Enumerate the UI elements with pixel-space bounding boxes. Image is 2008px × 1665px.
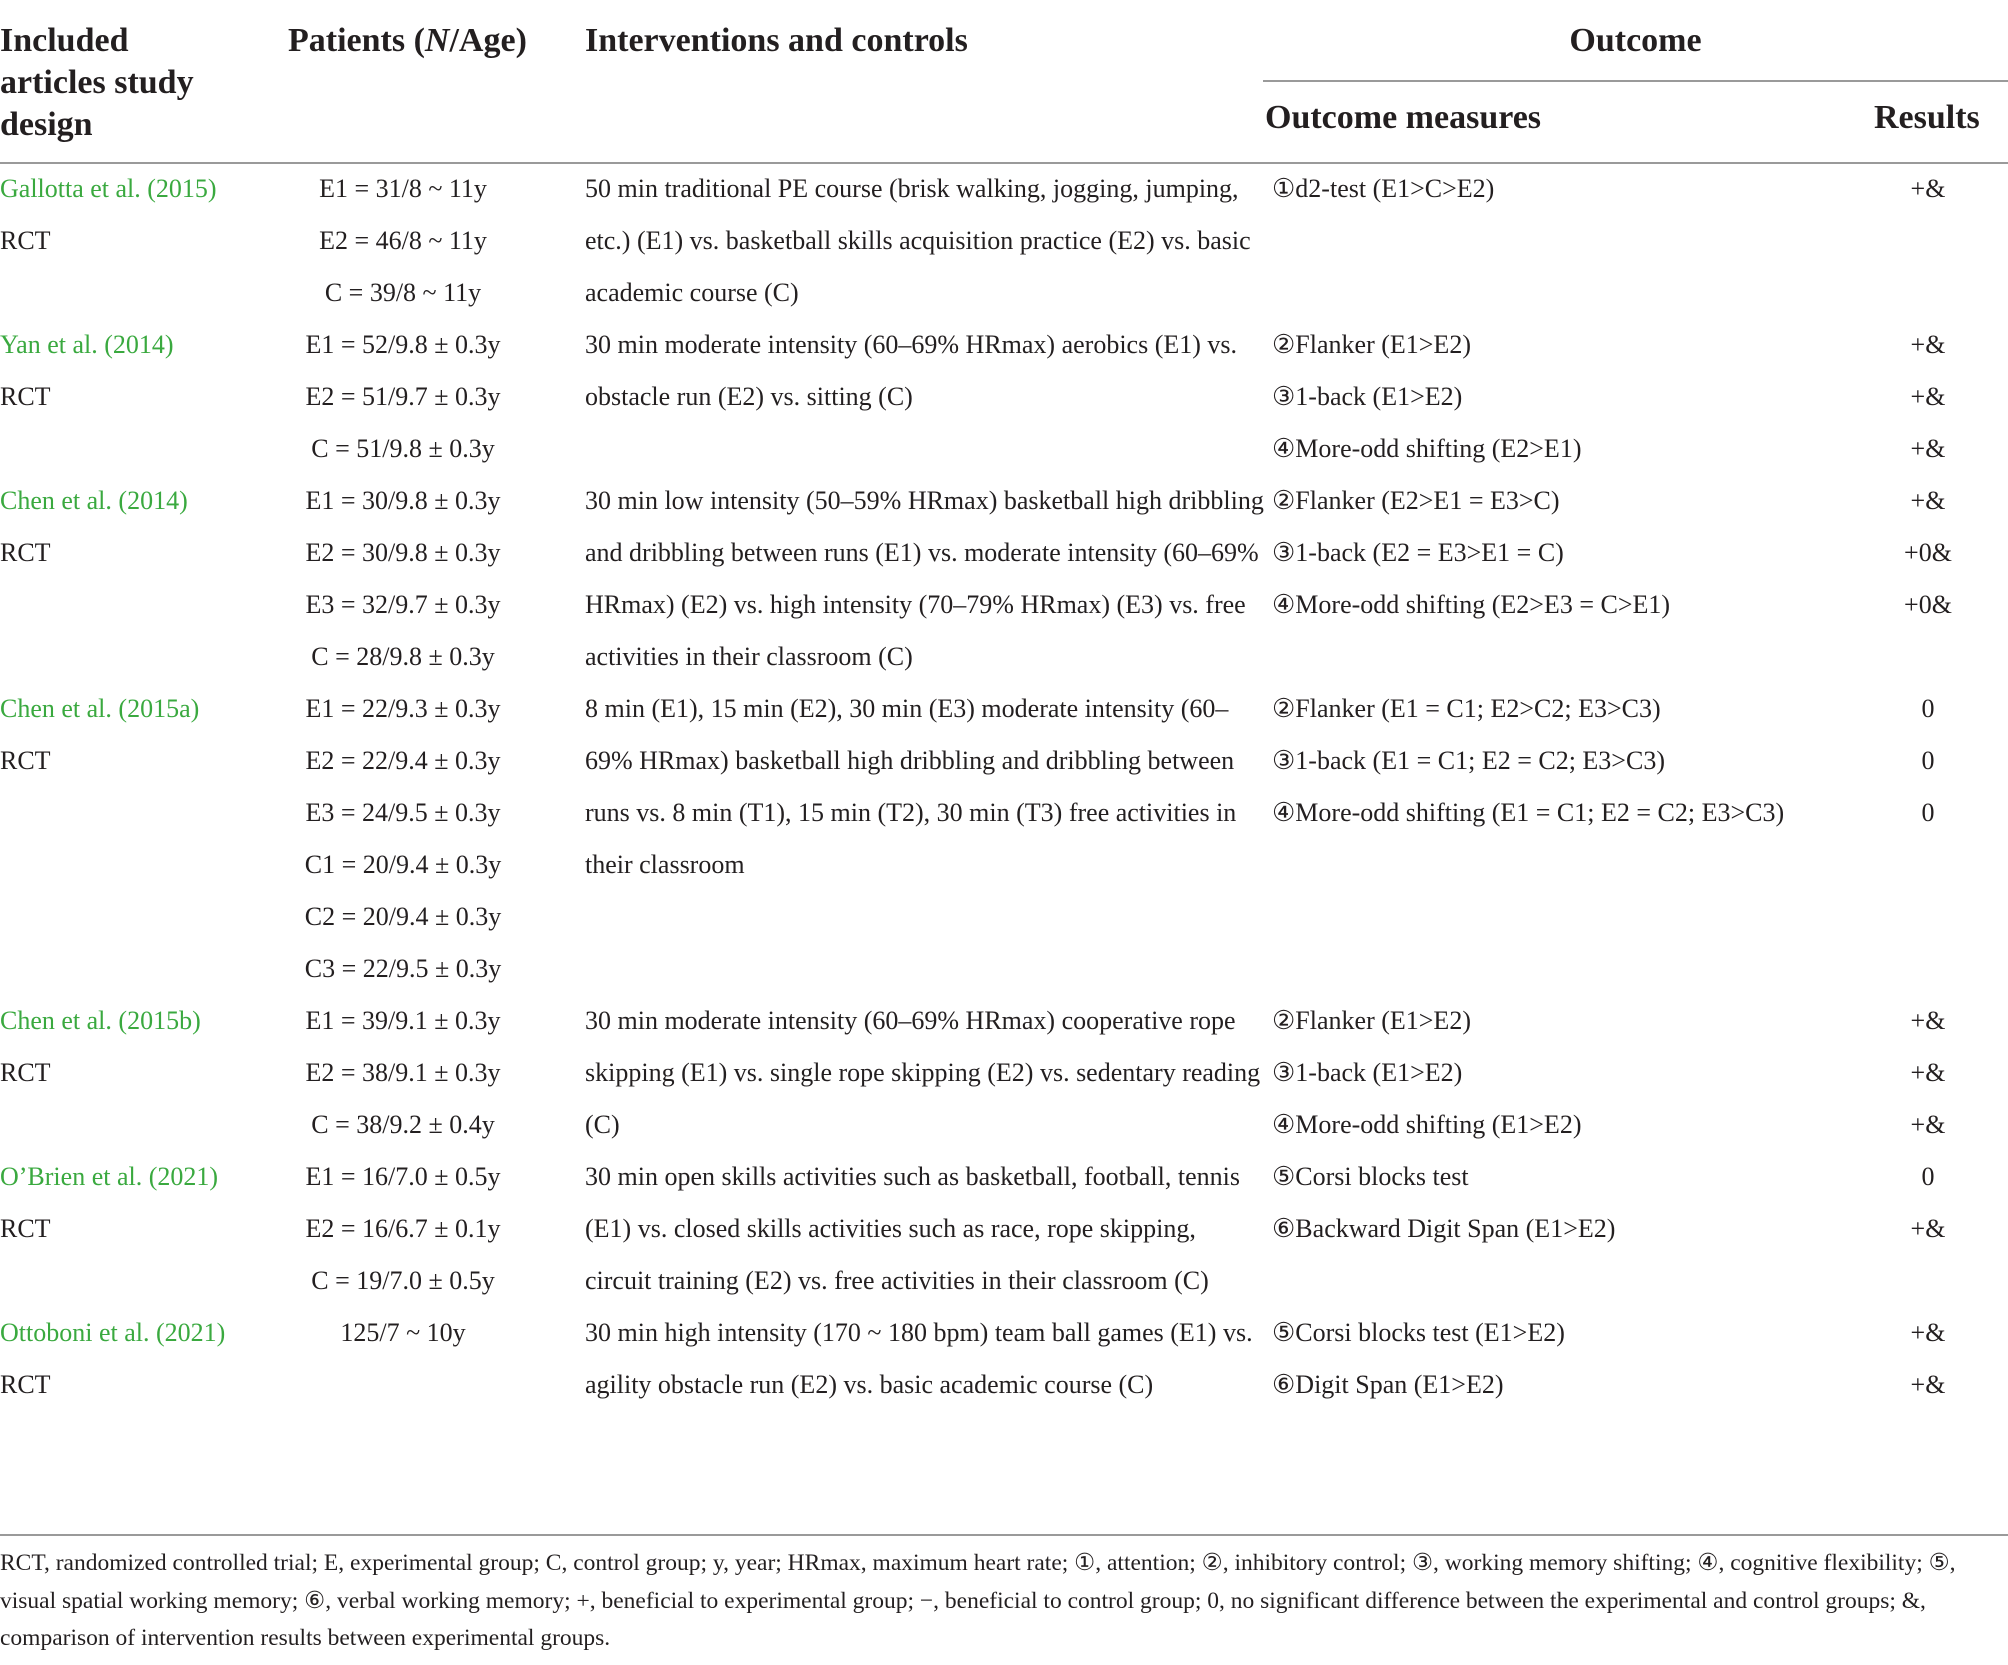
outcome-measure: ④More-odd shifting (E2>E3 = C>E1): [1272, 590, 1671, 619]
study-citation-link[interactable]: Ottoboni et al. (2021): [0, 1318, 226, 1347]
result-value: +0&: [1904, 538, 1952, 567]
result-value: +&: [1910, 1058, 1946, 1087]
study-citation-link[interactable]: Chen et al. (2015b): [0, 1006, 201, 1035]
result-value: +&: [1910, 486, 1946, 515]
result-value: +&: [1910, 1110, 1946, 1139]
result-value: +0&: [1904, 590, 1952, 619]
study-design: RCT: [0, 1214, 51, 1243]
outcome-subheader-rule: [1263, 80, 2008, 82]
study-citation-link[interactable]: Chen et al. (2014): [0, 486, 188, 515]
outcome-measure: ②Flanker (E1 = C1; E2>C2; E3>C3): [1272, 694, 1661, 723]
intervention-text: 30 min low intensity (50–59% HRmax) basketball high dribbling and dribbling between runs (E1) vs. moderate intensity (60–69% HRmax) (E2) vs. high intensity (70–79% HRmax) (E3) vs. free activities in their classroom (C): [585, 486, 1264, 671]
outcome-measure: ②Flanker (E2>E1 = E3>C): [1272, 486, 1560, 515]
patients-line: C = 28/9.8 ± 0.3y: [311, 642, 495, 671]
outcome-measure: ①d2-test (E1>C>E2): [1272, 174, 1495, 203]
header-study-line: articles study: [0, 64, 194, 101]
intervention-text: 8 min (E1), 15 min (E2), 30 min (E3) moderate intensity (60–69% HRmax) basketball high dribbling and dribbling between runs vs. 8 min (T1), 15 min (T2), 30 min (T3) free activities in their classroom: [585, 694, 1237, 879]
intervention-text: 30 min open skills activities such as basketball, football, tennis (E1) vs. closed skills activities such as race, rope skipping, circuit training (E2) vs. free activities in their classroom (C): [585, 1162, 1240, 1295]
result-value: +&: [1910, 174, 1946, 203]
outcome-measure: ⑤Corsi blocks test: [1272, 1162, 1469, 1191]
result-value: +&: [1910, 1318, 1946, 1347]
result-value: 0: [1921, 746, 1935, 775]
header-outcome-measures-column: Outcome measures: [1265, 99, 1542, 136]
patients-line: E1 = 39/9.1 ± 0.3y: [305, 1006, 501, 1035]
outcome-measure: ③1-back (E1>E2): [1272, 1058, 1463, 1087]
study-citation-link[interactable]: Yan et al. (2014): [0, 330, 174, 359]
outcome-measure: ③1-back (E1 = C1; E2 = C2; E3>C3): [1272, 746, 1665, 775]
table-bottom-rule: [0, 1534, 2008, 1536]
study-design: RCT: [0, 538, 51, 567]
patients-line: E1 = 31/8 ~ 11y: [319, 174, 487, 203]
outcome-measure: ④More-odd shifting (E1>E2): [1272, 1110, 1582, 1139]
outcome-measure: ②Flanker (E1>E2): [1272, 330, 1471, 359]
header-study-line: design: [0, 106, 93, 143]
patients-line: C2 = 20/9.4 ± 0.3y: [304, 902, 502, 931]
outcome-measure: ③1-back (E1>E2): [1272, 382, 1463, 411]
patients-line: C = 19/7.0 ± 0.5y: [311, 1266, 495, 1295]
patients-line: E1 = 16/7.0 ± 0.5y: [305, 1162, 501, 1191]
outcome-measure: ⑥Digit Span (E1>E2): [1272, 1370, 1504, 1399]
patients-line: C = 39/8 ~ 11y: [324, 278, 482, 307]
table-footnote: RCT, randomized controlled trial; E, experimental group; C, control group; y, year; HRmax, maximum heart rate; ①, attention; ②, inhibitory control; ③, working memory shifting; ④, cognitive flexibility; ⑤, visual spatial working memory; ⑥, verbal working memory; +, beneficial to experimental group; −, beneficial to control group; 0, no significant difference between the experimental and control groups; &, comparison of intervention results between experimental groups.: [0, 1550, 1956, 1651]
outcome-measure: ⑤Corsi blocks test (E1>E2): [1272, 1318, 1565, 1347]
outcome-measure: ⑥Backward Digit Span (E1>E2): [1272, 1214, 1616, 1243]
header-results-column: Results: [1874, 99, 1980, 136]
patients-line: E2 = 51/9.7 ± 0.3y: [305, 382, 501, 411]
study-citation-link[interactable]: Chen et al. (2015a): [0, 694, 200, 723]
study-design: RCT: [0, 226, 51, 255]
outcome-measure: ②Flanker (E1>E2): [1272, 1006, 1471, 1035]
outcome-measure: ③1-back (E2 = E3>E1 = C): [1272, 538, 1564, 567]
header-interventions-column: Interventions and controls: [585, 22, 968, 59]
patients-line: E2 = 38/9.1 ± 0.3y: [305, 1058, 501, 1087]
study-design: RCT: [0, 382, 51, 411]
result-value: +&: [1910, 330, 1946, 359]
header-study-column: [0, 20, 194, 146]
patients-line: E3 = 24/9.5 ± 0.3y: [305, 798, 501, 827]
patients-line: E1 = 52/9.8 ± 0.3y: [305, 330, 501, 359]
result-value: +&: [1910, 1370, 1946, 1399]
patients-line: 125/7 ~ 10y: [340, 1318, 466, 1347]
study-design: RCT: [0, 1058, 51, 1087]
patients-line: C1 = 20/9.4 ± 0.3y: [304, 850, 502, 879]
intervention-text: 30 min moderate intensity (60–69% HRmax) cooperative rope skipping (E1) vs. single rope skipping (E2) vs. sedentary reading (C): [585, 1006, 1261, 1139]
header-patients-column: Patients (N/Age): [288, 22, 527, 59]
intervention-text: 30 min moderate intensity (60–69% HRmax) aerobics (E1) vs. obstacle run (E2) vs. sitting (C): [585, 330, 1238, 411]
patients-line: E1 = 22/9.3 ± 0.3y: [305, 694, 501, 723]
patients-line: C3 = 22/9.5 ± 0.3y: [304, 954, 502, 983]
result-value: +&: [1910, 382, 1946, 411]
result-value: +&: [1910, 434, 1946, 463]
result-value: +&: [1910, 1006, 1946, 1035]
outcome-measure: ④More-odd shifting (E2>E1): [1272, 434, 1582, 463]
patients-line: E2 = 16/6.7 ± 0.1y: [305, 1214, 501, 1243]
intervention-text: 30 min high intensity (170 ~ 180 bpm) team ball games (E1) vs. agility obstacle run (E2) vs. basic academic course (C): [585, 1318, 1253, 1399]
outcome-measure: ④More-odd shifting (E1 = C1; E2 = C2; E3>C3): [1272, 798, 1785, 827]
patients-line: E2 = 30/9.8 ± 0.3y: [305, 538, 501, 567]
patients-line: C = 38/9.2 ± 0.4y: [311, 1110, 495, 1139]
result-value: 0: [1921, 694, 1935, 723]
study-design: RCT: [0, 1370, 51, 1399]
patients-line: E2 = 46/8 ~ 11y: [319, 226, 487, 255]
result-value: +&: [1910, 1214, 1946, 1243]
study-citation-link[interactable]: O’Brien et al. (2021): [0, 1162, 219, 1191]
result-value: 0: [1921, 798, 1935, 827]
patients-line: E1 = 30/9.8 ± 0.3y: [305, 486, 501, 515]
study-design: RCT: [0, 746, 51, 775]
patients-line: C = 51/9.8 ± 0.3y: [311, 434, 495, 463]
header-study-line: Included: [0, 22, 129, 59]
result-value: 0: [1921, 1162, 1935, 1191]
patients-line: E2 = 22/9.4 ± 0.3y: [305, 746, 501, 775]
study-citation-link[interactable]: Gallotta et al. (2015): [0, 174, 217, 203]
patients-line: E3 = 32/9.7 ± 0.3y: [305, 590, 501, 619]
header-outcome-column: Outcome: [1569, 22, 1702, 59]
intervention-text: 50 min traditional PE course (brisk walking, jogging, jumping, etc.) (E1) vs. basketball skills acquisition practice (E2) vs. basic academic course (C): [585, 174, 1251, 307]
